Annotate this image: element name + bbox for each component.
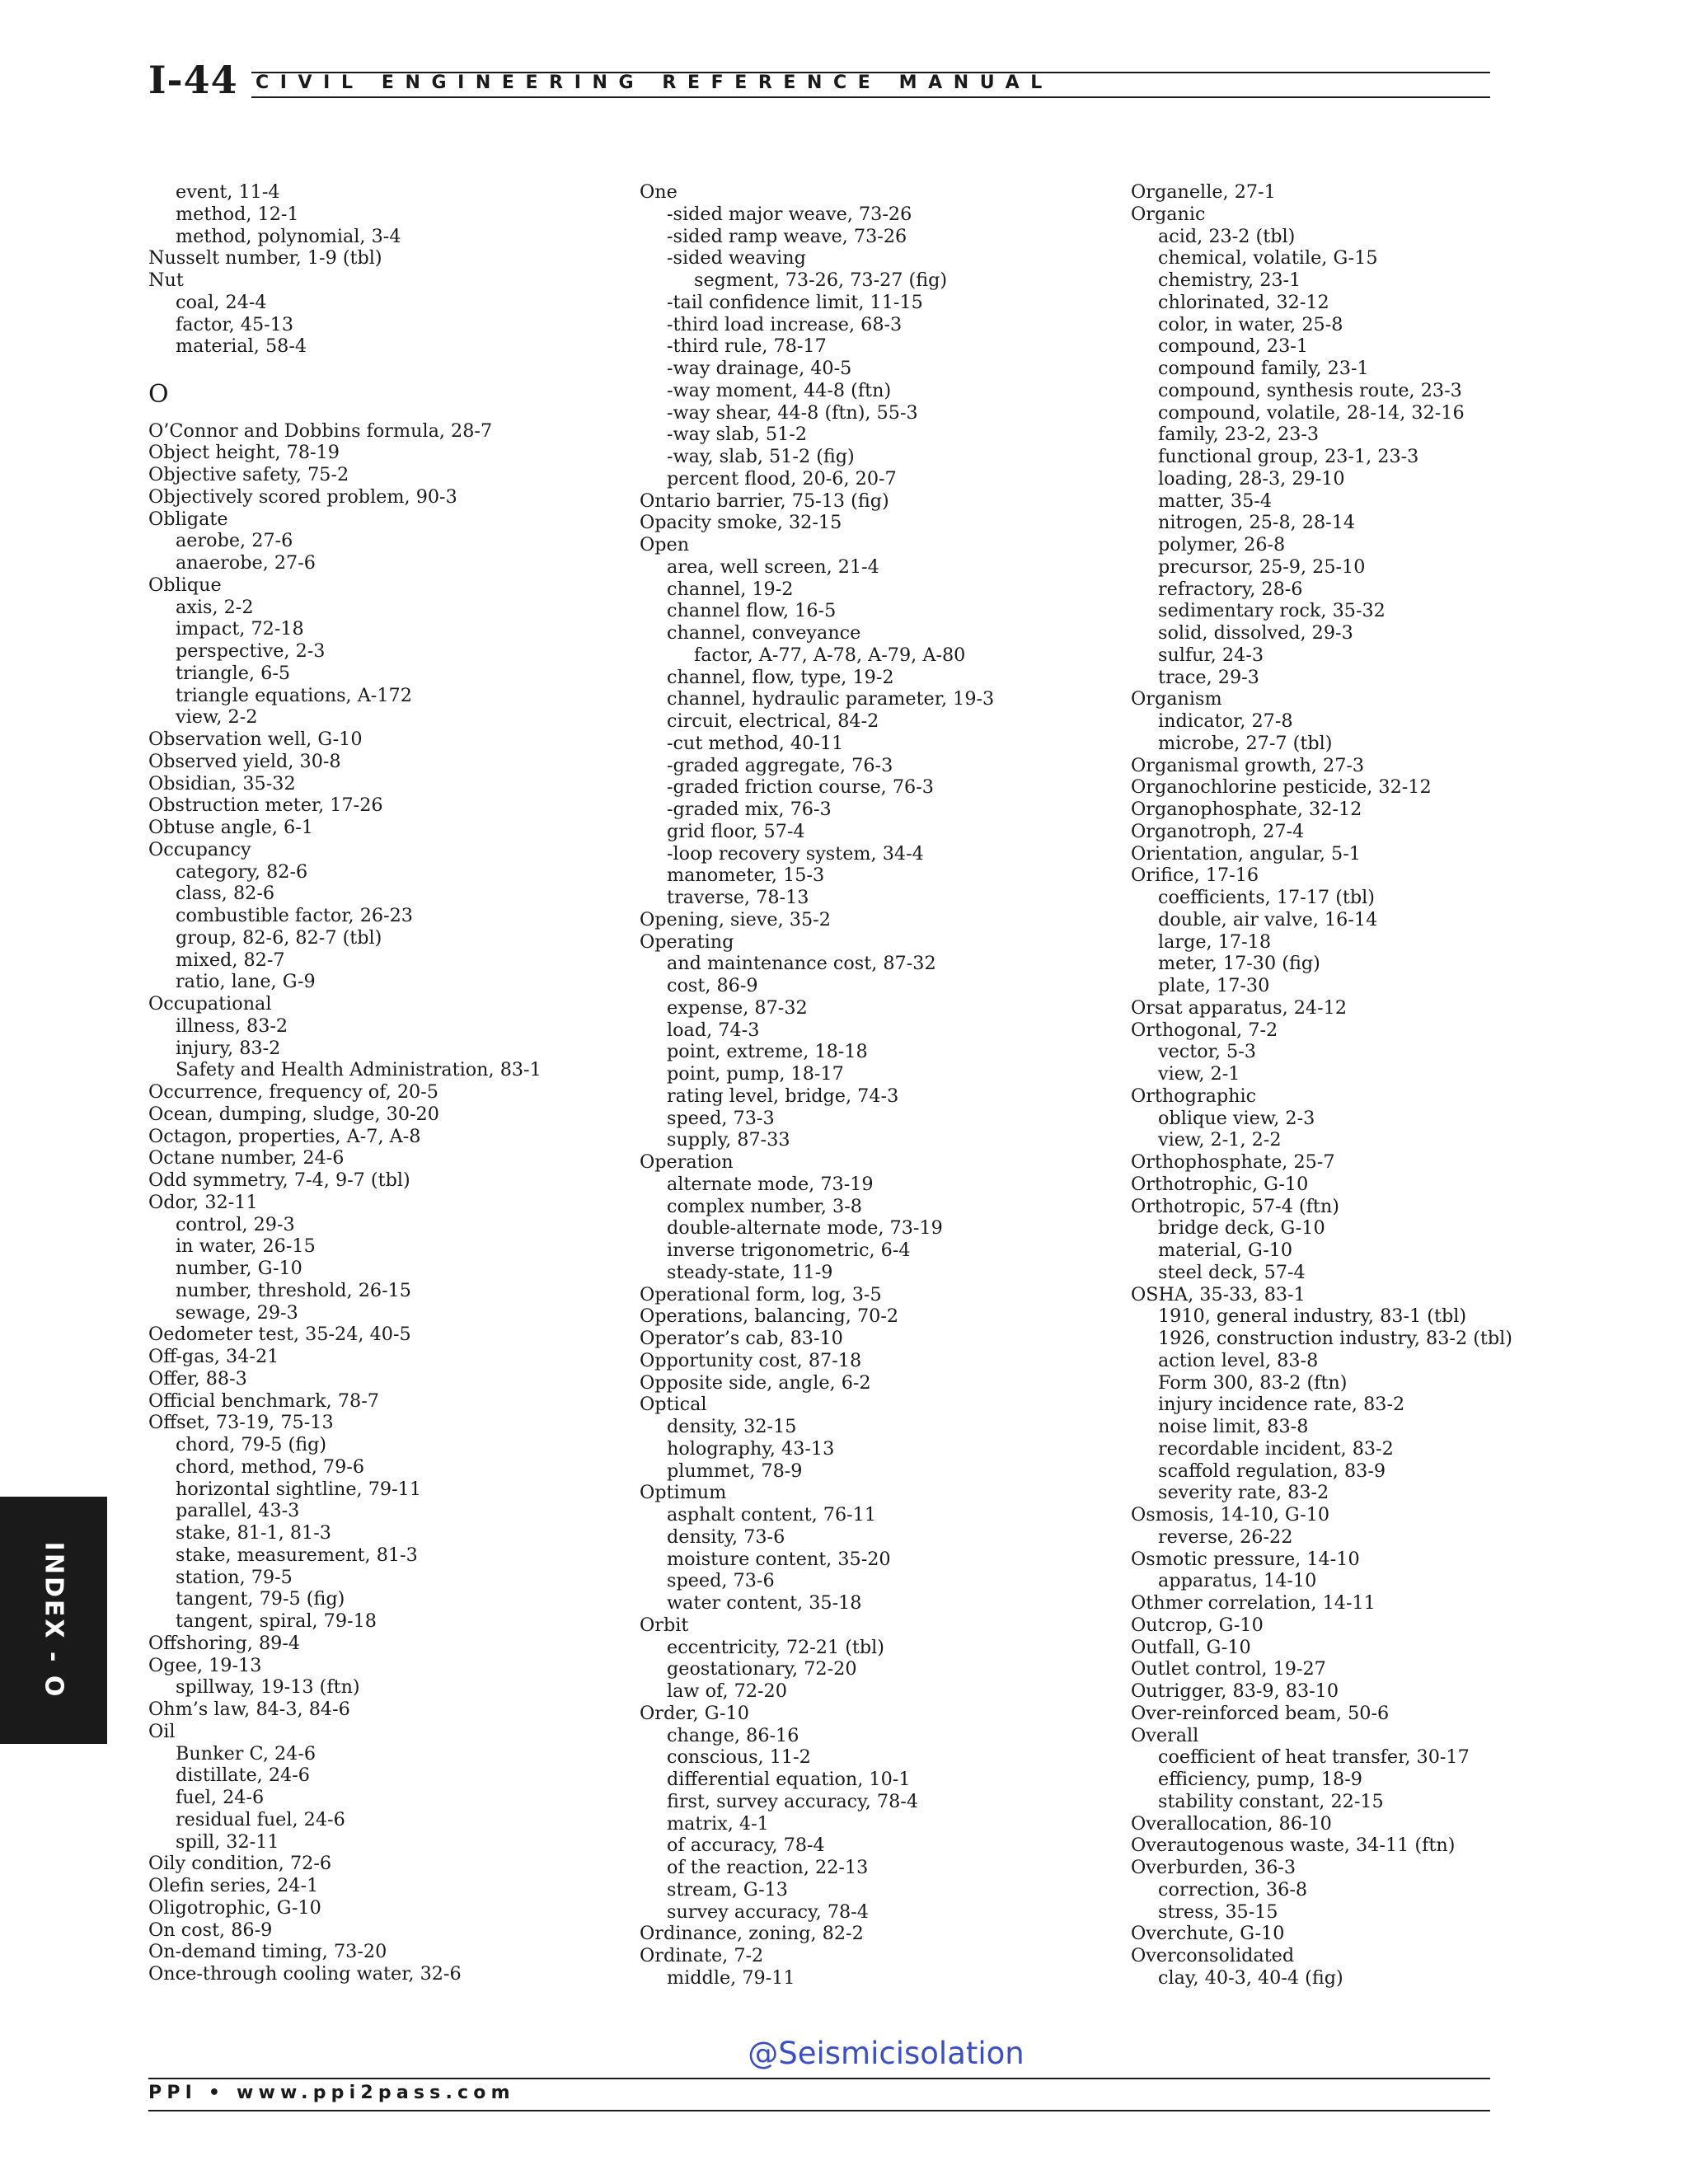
index-entry: Orthophosphate, 25-7 [1131, 1151, 1335, 1173]
index-entry: chlorinated, 32-12 [1158, 291, 1329, 313]
index-entry: alternate mode, 73-19 [667, 1173, 874, 1195]
index-entry: of accuracy, 78-4 [667, 1835, 825, 1857]
index-entry: scaffold regulation, 83-9 [1158, 1460, 1386, 1482]
index-entry: Objective safety, 75-2 [148, 464, 349, 485]
index-entry: -tail confidence limit, 11-15 [667, 291, 923, 313]
index-entry: control, 29-3 [176, 1213, 295, 1235]
index-entry: Once-through cooling water, 32-6 [148, 1963, 462, 1985]
index-entry: -graded mix, 76-3 [667, 799, 832, 820]
index-entry: correction, 36-8 [1158, 1878, 1308, 1900]
index-entry: perspective, 2-3 [176, 640, 326, 662]
index-entry: eccentricity, 72-21 (tbl) [667, 1636, 884, 1658]
index-entry: triangle, 6-5 [176, 662, 291, 684]
index-entry: coefficient of heat transfer, 30-17 [1158, 1746, 1470, 1769]
index-entry: supply, 87-33 [667, 1129, 790, 1151]
index-entry: stream, G-13 [667, 1878, 788, 1900]
index-entry: clay, 40-3, 40-4 (fig) [1158, 1966, 1343, 1989]
index-entry: acid, 23-2 (tbl) [1158, 225, 1296, 247]
index-entry: Organic [1131, 203, 1206, 225]
index-entry: Operational form, log, 3-5 [640, 1283, 882, 1305]
index-entry: point, pump, 18-17 [667, 1063, 844, 1085]
index-entry: method, polynomial, 3-4 [176, 225, 401, 247]
index-entry: view, 2-1 [1158, 1063, 1240, 1085]
side-tab-label: INDEX - O [39, 1541, 68, 1699]
page-number: I-44 [148, 58, 238, 102]
index-entry: mixed, 82-7 [176, 949, 285, 971]
index-entry: moisture content, 35-20 [667, 1548, 891, 1570]
index-entry: Opportunity cost, 87-18 [640, 1349, 862, 1371]
footer-rule-top [148, 2078, 1490, 2079]
index-entry: compound family, 23-1 [1158, 358, 1369, 379]
index-entry: 1926, construction industry, 83-2 (tbl) [1158, 1328, 1512, 1349]
index-entry: Opposite side, angle, 6-2 [640, 1371, 871, 1394]
index-entry: channel, 19-2 [667, 578, 794, 600]
index-entry: oblique view, 2-3 [1158, 1107, 1315, 1129]
index-column-left [148, 181, 643, 1985]
index-entry: impact, 72-18 [176, 618, 304, 640]
index-entry: Oblique [148, 574, 222, 596]
index-entry: Obstruction meter, 17-26 [148, 794, 383, 817]
index-entry: Overburden, 36-3 [1131, 1857, 1296, 1878]
index-entry: segment, 73-26, 73-27 (fig) [694, 269, 948, 291]
index-entry: -way slab, 51-2 [667, 424, 808, 446]
index-entry: spill, 32-11 [176, 1830, 279, 1853]
index-entry: family, 23-2, 23-3 [1158, 424, 1320, 446]
index-entry: fuel, 24-6 [176, 1787, 265, 1808]
index-entry: ratio, lane, G-9 [176, 971, 316, 993]
index-entry: Outrigger, 83-9, 83-10 [1131, 1680, 1339, 1702]
index-entry: Obligate [148, 508, 228, 530]
index-entry: Offshoring, 89-4 [148, 1632, 301, 1654]
index-entry: On-demand timing, 73-20 [148, 1941, 387, 1963]
index-entry: sewage, 29-3 [176, 1301, 298, 1324]
index-entry: Safety and Health Administration, 83-1 [176, 1059, 542, 1081]
index-entry: Orbit [640, 1614, 689, 1636]
index-entry: Objectively scored problem, 90-3 [148, 485, 457, 508]
index-entry: factor, 45-13 [176, 313, 294, 335]
index-entry: action level, 83-8 [1158, 1349, 1319, 1371]
index-entry: functional group, 23-1, 23-3 [1158, 446, 1419, 467]
index-entry: horizontal sightline, 79-11 [176, 1478, 422, 1500]
index-entry: area, well screen, 21-4 [667, 555, 879, 578]
index-entry: Oligotrophic, G-10 [148, 1896, 321, 1919]
index-entry: Organismal growth, 27-3 [1131, 754, 1365, 776]
index-entry: -way shear, 44-8 (ftn), 55-3 [667, 401, 918, 424]
index-entry: OSHA, 35-33, 83-1 [1131, 1283, 1306, 1305]
index-entry: Organelle, 27-1 [1131, 181, 1276, 203]
index-entry: coal, 24-4 [176, 291, 267, 313]
index-entry: channel, hydraulic parameter, 19-3 [667, 688, 995, 710]
index-entry: bridge deck, G-10 [1158, 1217, 1325, 1240]
index-entry: One [640, 181, 678, 203]
index-entry: Operations, balancing, 70-2 [640, 1305, 899, 1328]
index-entry: speed, 73-6 [667, 1570, 775, 1592]
index-entry: polymer, 26-8 [1158, 534, 1286, 555]
index-entry: -graded friction course, 76-3 [667, 776, 934, 799]
index-entry: trace, 29-3 [1158, 666, 1259, 688]
index-entry: nitrogen, 25-8, 28-14 [1158, 512, 1356, 534]
index-entry: tangent, spiral, 79-18 [176, 1610, 377, 1632]
index-entry: chord, 79-5 (fig) [176, 1434, 327, 1455]
index-entry: noise limit, 83-8 [1158, 1416, 1309, 1437]
index-entry: Operating [640, 930, 734, 953]
index-entry: Occupancy [148, 838, 251, 860]
index-entry: vector, 5-3 [1158, 1041, 1256, 1063]
index-entry: reverse, 26-22 [1158, 1526, 1293, 1548]
index-entry: of the reaction, 22-13 [667, 1857, 869, 1878]
index-entry: microbe, 27-7 (tbl) [1158, 732, 1333, 754]
index-entry: view, 2-1, 2-2 [1158, 1129, 1282, 1151]
index-entry: Operation [640, 1151, 734, 1173]
index-entry: number, G-10 [176, 1258, 302, 1279]
index-entry: Overchute, G-10 [1131, 1923, 1285, 1945]
index-entry: stability constant, 22-15 [1158, 1790, 1384, 1812]
index-entry: Oil [148, 1720, 176, 1742]
index-entry: O’Connor and Dobbins formula, 28-7 [148, 419, 493, 442]
index-entry: stake, 81-1, 81-3 [176, 1522, 331, 1544]
index-entry: Operator’s cab, 83-10 [640, 1328, 843, 1349]
index-entry: chord, method, 79-6 [176, 1455, 365, 1478]
index-entry: survey accuracy, 78-4 [667, 1900, 869, 1923]
index-entry: Order, G-10 [640, 1702, 749, 1724]
side-tab [0, 1497, 107, 1744]
footer-text: PPI • www.ppi2pass.com [148, 2083, 515, 2103]
index-entry: holography, 43-13 [667, 1437, 835, 1460]
index-entry: point, extreme, 18-18 [667, 1041, 868, 1063]
index-entry: injury, 83-2 [176, 1037, 281, 1059]
index-entry: Overconsolidated [1131, 1945, 1295, 1966]
index-entry: sulfur, 24-3 [1158, 644, 1264, 666]
index-entry: geostationary, 72-20 [667, 1658, 857, 1680]
index-entry: density, 73-6 [667, 1526, 785, 1548]
index-entry: Orthographic [1131, 1085, 1257, 1107]
index-entry: Obtuse angle, 6-1 [148, 817, 313, 838]
index-entry: Offer, 88-3 [148, 1367, 247, 1390]
index-entry: Opacity smoke, 32-15 [640, 512, 842, 534]
index-entry: expense, 87-32 [667, 996, 808, 1019]
index-entry: refractory, 28-6 [1158, 578, 1303, 600]
index-entry: percent flood, 20-6, 20-7 [667, 467, 897, 490]
index-entry: Orthogonal, 7-2 [1131, 1019, 1278, 1041]
index-entry: Orthotrophic, G-10 [1131, 1173, 1309, 1195]
index-entry: cost, 86-9 [667, 975, 758, 996]
index-entry: Outcrop, G-10 [1131, 1614, 1264, 1636]
index-entry: Organism [1131, 688, 1222, 710]
index-entry: residual fuel, 24-6 [176, 1808, 345, 1830]
index-entry: tangent, 79-5 (fig) [176, 1588, 345, 1610]
index-entry: -graded aggregate, 76-3 [667, 754, 893, 776]
index-entry: Ordinate, 7-2 [640, 1945, 764, 1966]
index-entry: coefficients, 17-17 (tbl) [1158, 887, 1375, 908]
index-entry: Octagon, properties, A-7, A-8 [148, 1125, 421, 1147]
index-entry: double, air valve, 16-14 [1158, 908, 1378, 930]
index-entry: event, 11-4 [176, 181, 280, 203]
index-entry: sedimentary rock, 35-32 [1158, 600, 1386, 622]
index-entry: Osmotic pressure, 14-10 [1131, 1548, 1360, 1570]
index-entry: asphalt content, 76-11 [667, 1504, 877, 1526]
index-entry: Occurrence, frequency of, 20-5 [148, 1081, 438, 1103]
index-entry: triangle equations, A-172 [176, 684, 412, 706]
index-entry: double-alternate mode, 73-19 [667, 1217, 943, 1240]
index-entry: grid floor, 57-4 [667, 820, 805, 842]
index-column-right [1131, 181, 1625, 1990]
index-entry: Orientation, angular, 5-1 [1131, 842, 1361, 865]
index-entry: injury incidence rate, 83-2 [1158, 1394, 1405, 1416]
index-column-middle [640, 181, 1134, 1990]
index-entry: change, 86-16 [667, 1724, 799, 1746]
index-entry: density, 32-15 [667, 1416, 797, 1437]
index-entry: Opening, sieve, 35-2 [640, 908, 831, 930]
index-entry: group, 82-6, 82-7 (tbl) [176, 926, 382, 949]
index-entry: conscious, 11-2 [667, 1746, 811, 1769]
index-entry: -way moment, 44-8 (ftn) [667, 379, 892, 401]
index-entry: On cost, 86-9 [148, 1919, 273, 1941]
index-entry: apparatus, 14-10 [1158, 1570, 1317, 1592]
index-entry: efficiency, pump, 18-9 [1158, 1769, 1362, 1790]
index-entry: -third load increase, 68-3 [667, 313, 903, 335]
index-entry: stake, measurement, 81-3 [176, 1544, 418, 1566]
index-entry: precursor, 25-9, 25-10 [1158, 555, 1366, 578]
index-entry: spillway, 19-13 (ftn) [176, 1676, 360, 1699]
index-entry: channel flow, 16-5 [667, 600, 837, 622]
index-entry: -cut method, 40-11 [667, 732, 844, 754]
index-entry: Ohm’s law, 84-3, 84-6 [148, 1699, 350, 1720]
index-entry: Orthotropic, 57-4 (ftn) [1131, 1195, 1339, 1217]
index-entry: Bunker C, 24-6 [176, 1742, 316, 1765]
index-entry: category, 82-6 [176, 860, 308, 883]
index-entry: steady-state, 11-9 [667, 1261, 833, 1283]
index-entry: aerobe, 27-6 [176, 530, 293, 552]
index-entry: plate, 17-30 [1158, 975, 1270, 996]
index-entry: -third rule, 78-17 [667, 335, 827, 358]
index-entry: matrix, 4-1 [667, 1812, 769, 1835]
index-entry: class, 82-6 [176, 883, 275, 905]
index-entry: anaerobe, 27-6 [176, 552, 316, 574]
index-entry: Optical [640, 1394, 707, 1416]
index-entry: Organochlorine pesticide, 32-12 [1131, 776, 1432, 799]
index-entry: material, 58-4 [176, 335, 307, 358]
footer-rule-bottom [148, 2110, 1490, 2111]
index-entry: Othmer correlation, 14-11 [1131, 1592, 1376, 1614]
index-entry: Open [640, 534, 690, 555]
index-entry: Offset, 73-19, 75-13 [148, 1412, 334, 1434]
index-entry: Form 300, 83-2 (ftn) [1158, 1371, 1348, 1394]
index-entry: steel deck, 57-4 [1158, 1261, 1306, 1283]
index-entry: Overallocation, 86-10 [1131, 1812, 1332, 1835]
index-entry: speed, 73-3 [667, 1107, 775, 1129]
section-letter-heading: O [148, 380, 169, 409]
index-entry: Obsidian, 35-32 [148, 772, 296, 794]
index-entry: Overautogenous waste, 34-11 (ftn) [1131, 1835, 1456, 1857]
index-entry: Orifice, 17-16 [1131, 865, 1259, 887]
index-entry: severity rate, 83-2 [1158, 1482, 1329, 1504]
index-entry: Osmosis, 14-10, G-10 [1131, 1504, 1330, 1526]
index-entry: -way drainage, 40-5 [667, 358, 852, 379]
index-entry: rating level, bridge, 74-3 [667, 1085, 899, 1107]
index-entry: station, 79-5 [176, 1566, 293, 1588]
index-entry: illness, 83-2 [176, 1015, 288, 1037]
index-entry: matter, 35-4 [1158, 490, 1273, 512]
index-entry: middle, 79-11 [667, 1966, 795, 1989]
header-rule-bottom [251, 96, 1490, 98]
index-entry: channel, conveyance [667, 622, 861, 644]
index-entry: chemistry, 23-1 [1158, 269, 1301, 291]
index-entry: large, 17-18 [1158, 930, 1272, 953]
index-entry: Off-gas, 34-21 [148, 1346, 279, 1367]
index-entry: number, threshold, 26-15 [176, 1279, 411, 1301]
index-entry: -loop recovery system, 34-4 [667, 842, 924, 865]
index-entry: Overall [1131, 1724, 1199, 1746]
index-entry: Occupational [148, 993, 272, 1015]
index-entry: water content, 35-18 [667, 1592, 862, 1614]
index-entry: Optimum [640, 1482, 727, 1504]
index-entry: and maintenance cost, 87-32 [667, 953, 936, 975]
index-entry: complex number, 3-8 [667, 1195, 862, 1217]
index-entry: indicator, 27-8 [1158, 710, 1293, 732]
index-entry: view, 2-2 [176, 706, 258, 729]
index-entry: material, G-10 [1158, 1240, 1293, 1261]
index-entry: distillate, 24-6 [176, 1765, 310, 1787]
index-entry: 1910, general industry, 83-1 (tbl) [1158, 1305, 1467, 1328]
index-entry: Observation well, G-10 [148, 729, 363, 750]
index-entry: Oily condition, 72-6 [148, 1853, 332, 1875]
index-entry: inverse trigonometric, 6-4 [667, 1240, 911, 1261]
index-entry: Ordinance, zoning, 82-2 [640, 1923, 864, 1945]
index-entry: channel, flow, type, 19-2 [667, 666, 894, 688]
index-entry: Over-reinforced beam, 50-6 [1131, 1702, 1390, 1724]
index-entry: Organophosphate, 32-12 [1131, 799, 1362, 820]
index-entry: Observed yield, 30-8 [148, 750, 341, 772]
index-entry: stress, 35-15 [1158, 1900, 1278, 1923]
index-entry: Ogee, 19-13 [148, 1654, 262, 1676]
index-entry: combustible factor, 26-23 [176, 905, 413, 926]
index-entry: axis, 2-2 [176, 596, 254, 618]
index-entry: Nusselt number, 1-9 (tbl) [148, 247, 382, 269]
index-entry: in water, 26-15 [176, 1235, 316, 1258]
index-entry: law of, 72-20 [667, 1680, 787, 1702]
index-entry: traverse, 78-13 [667, 887, 809, 908]
index-entry: Organotroph, 27-4 [1131, 820, 1305, 842]
index-entry: Nut [148, 269, 184, 291]
index-entry: compound, volatile, 28-14, 32-16 [1158, 401, 1465, 424]
index-entry: method, 12-1 [176, 203, 299, 225]
index-entry: Octane number, 24-6 [148, 1147, 345, 1169]
index-entry: -way, slab, 51-2 (fig) [667, 446, 855, 467]
index-entry: differential equation, 10-1 [667, 1769, 911, 1790]
index-entry: Ontario barrier, 75-13 (fig) [640, 490, 889, 512]
watermark: @Seismicisolation [748, 2036, 1025, 2071]
index-entry: chemical, volatile, G-15 [1158, 247, 1378, 269]
index-entry: factor, A-77, A-78, A-79, A-80 [694, 644, 966, 666]
index-entry: plummet, 78-9 [667, 1460, 803, 1482]
index-entry: -sided weaving [667, 247, 806, 269]
index-entry: Oedometer test, 35-24, 40-5 [148, 1324, 411, 1346]
index-entry: first, survey accuracy, 78-4 [667, 1790, 919, 1812]
index-entry: solid, dissolved, 29-3 [1158, 622, 1353, 644]
index-entry: -sided ramp weave, 73-26 [667, 225, 907, 247]
index-entry: manometer, 15-3 [667, 865, 825, 887]
index-entry: loading, 28-3, 29-10 [1158, 467, 1345, 490]
index-entry: load, 74-3 [667, 1019, 760, 1041]
index-entry: Official benchmark, 78-7 [148, 1390, 379, 1412]
index-entry: meter, 17-30 (fig) [1158, 953, 1320, 975]
index-entry: Odd symmetry, 7-4, 9-7 (tbl) [148, 1169, 410, 1191]
index-entry: circuit, electrical, 84-2 [667, 710, 879, 732]
index-entry: Odor, 32-11 [148, 1191, 258, 1213]
index-entry: Object height, 78-19 [148, 442, 340, 464]
index-entry: Olefin series, 24-1 [148, 1875, 319, 1896]
index-entry: Outlet control, 19-27 [1131, 1658, 1326, 1680]
index-entry: Ocean, dumping, sludge, 30-20 [148, 1103, 439, 1125]
running-title: CIVIL ENGINEERING REFERENCE MANUAL [256, 73, 1053, 93]
index-entry: color, in water, 25-8 [1158, 313, 1343, 335]
index-entry: Orsat apparatus, 24-12 [1131, 996, 1348, 1019]
index-entry: compound, synthesis route, 23-3 [1158, 379, 1462, 401]
index-entry: Outfall, G-10 [1131, 1636, 1251, 1658]
index-entry: parallel, 43-3 [176, 1500, 300, 1522]
index-entry: compound, 23-1 [1158, 335, 1309, 358]
index-entry: -sided major weave, 73-26 [667, 203, 912, 225]
index-entry: recordable incident, 83-2 [1158, 1437, 1394, 1460]
